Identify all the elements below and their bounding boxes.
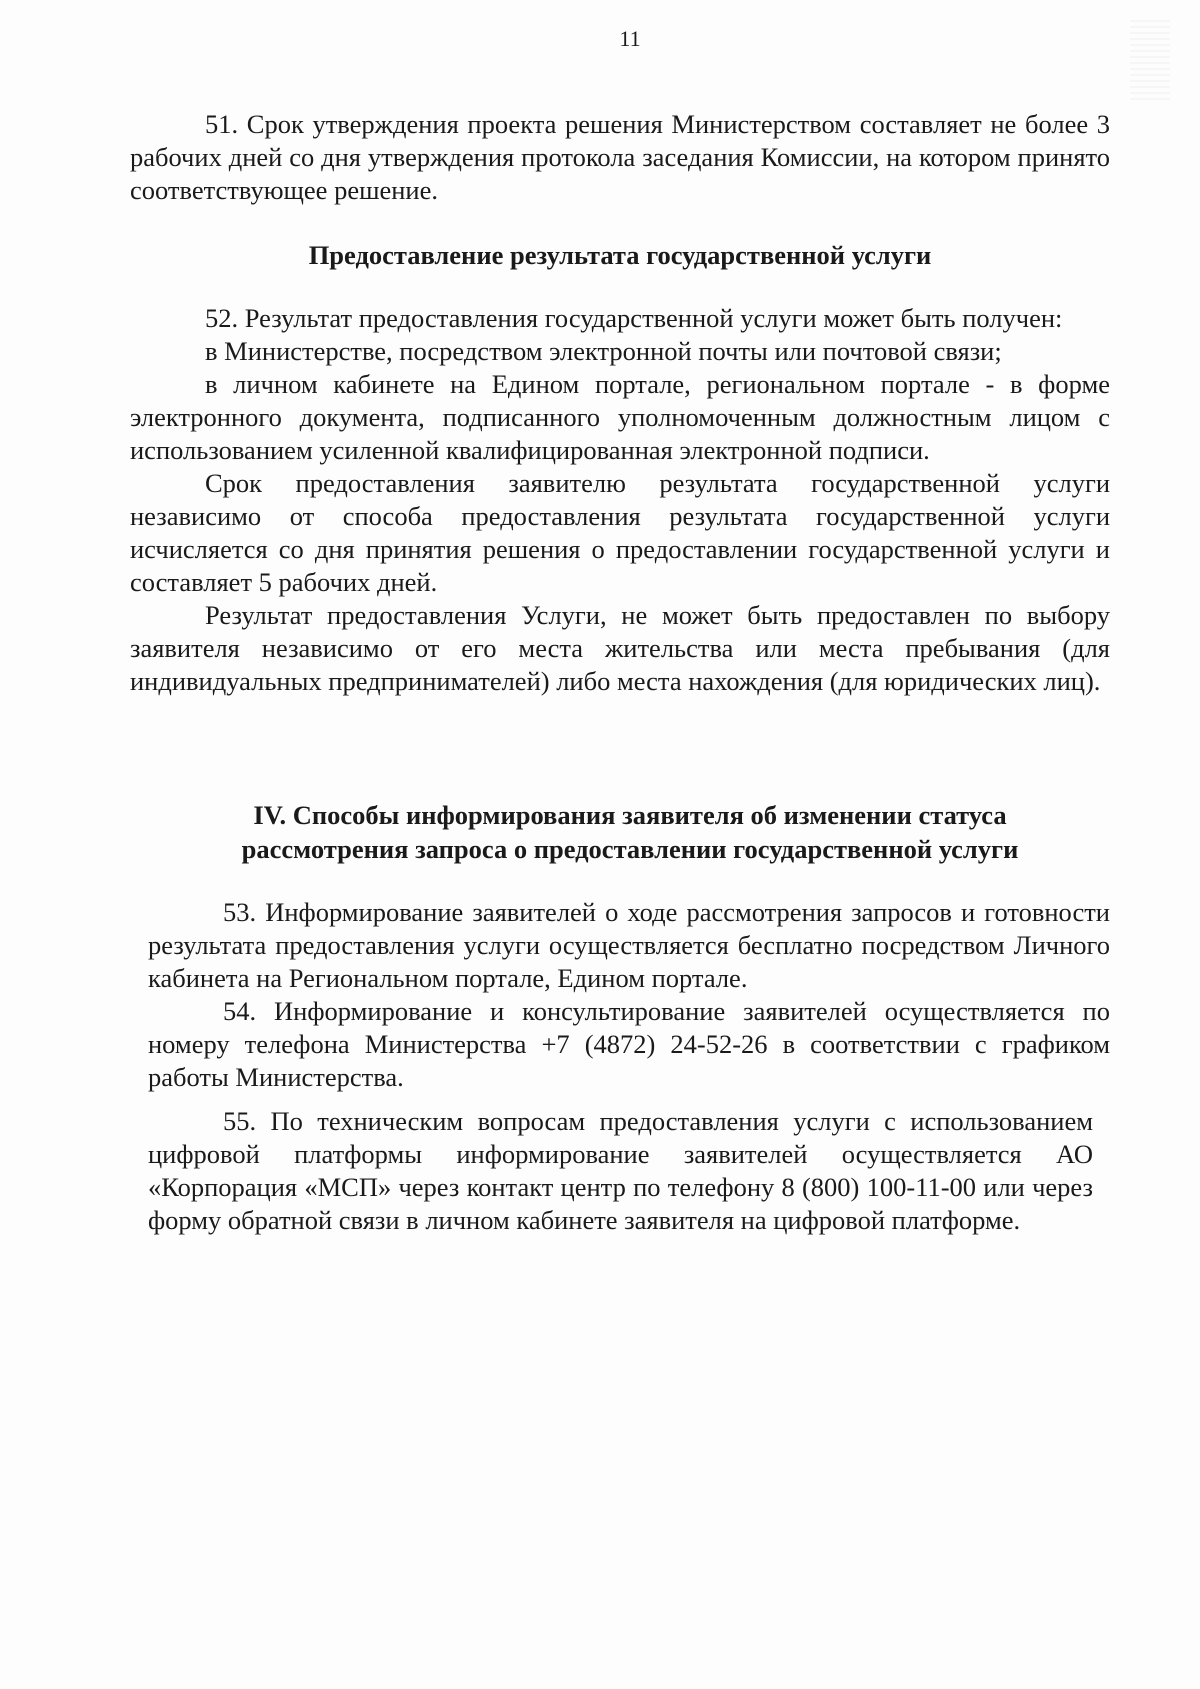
heading-result-provision <box>130 238 1110 272</box>
paragraph-55: 55. По техническим вопросам предоставления услуги с использованием цифровой платформы информирование заявителей осуществляется АО «Корпорация «МСП» через контакт центр по телефону 8 (800) 100-11-00 или через форму обратной связи в личном кабинете заявителя на цифровой платформе. <box>148 1106 1093 1235</box>
paragraph-52-choice: Результат предоставления Услуги, не может быть предоставлен по выбору заявителя независимо от его места жительства или места пребывания (для индивидуальных предпринимателей) либо места нахождения (для юридических лиц). <box>130 600 1110 696</box>
paragraph-52-item-ministry: в Министерстве, посредством электронной почты или почтовой связи; <box>205 336 1002 366</box>
heading-section-4 <box>140 798 1120 866</box>
paragraph-52-term: Срок предоставления заявителю результата государственной услуги независимо от способа предоставления результата государственной услуги исчисляется со дня принятия решения о предоставлении государственной услуги и составляет 5 рабочих дней. <box>130 468 1110 597</box>
paragraph-52-intro: 52. Результат предоставления государственной услуги может быть получен: <box>205 303 1063 333</box>
heading-section-4-line-2: рассмотрения запроса о предоставлении государственной услуги <box>241 834 1019 864</box>
paragraph-52-item-portal: в личном кабинете на Едином портале, региональном портале - в форме электронного документа, подписанного уполномоченным должностным лицом с использованием усиленной квалифицированная электронной подписи. <box>130 369 1110 465</box>
paragraph-54: 54. Информирование и консультирование заявителей осуществляется по номеру телефона Министерства +7 (4872) 24-52-26 в соответствии с графиком работы Министерства. <box>148 996 1110 1092</box>
heading-section-4-line-1: IV. Способы информирования заявителя об изменении статуса <box>253 800 1007 830</box>
paragraph-53-54-block <box>148 896 1110 1094</box>
paragraph-53: 53. Информирование заявителей о ходе рассмотрения запросов и готовности результата предоставления услуги осуществляется бесплатно посредством Личного кабинета на Региональном портале, Едином портале. <box>148 897 1110 993</box>
paragraph-55-block <box>148 1105 1093 1237</box>
page-number: 11 <box>619 26 641 51</box>
paragraph-51-block <box>130 108 1110 207</box>
heading-result-text: Предоставление результата государственной услуги <box>308 240 932 270</box>
paragraph-51: 51. Срок утверждения проекта решения Министерством составляет не более 3 рабочих дней со дня утверждения протокола заседания Комиссии, на котором принято соответствующее решение. <box>130 109 1110 205</box>
paragraph-52-block <box>130 302 1110 698</box>
